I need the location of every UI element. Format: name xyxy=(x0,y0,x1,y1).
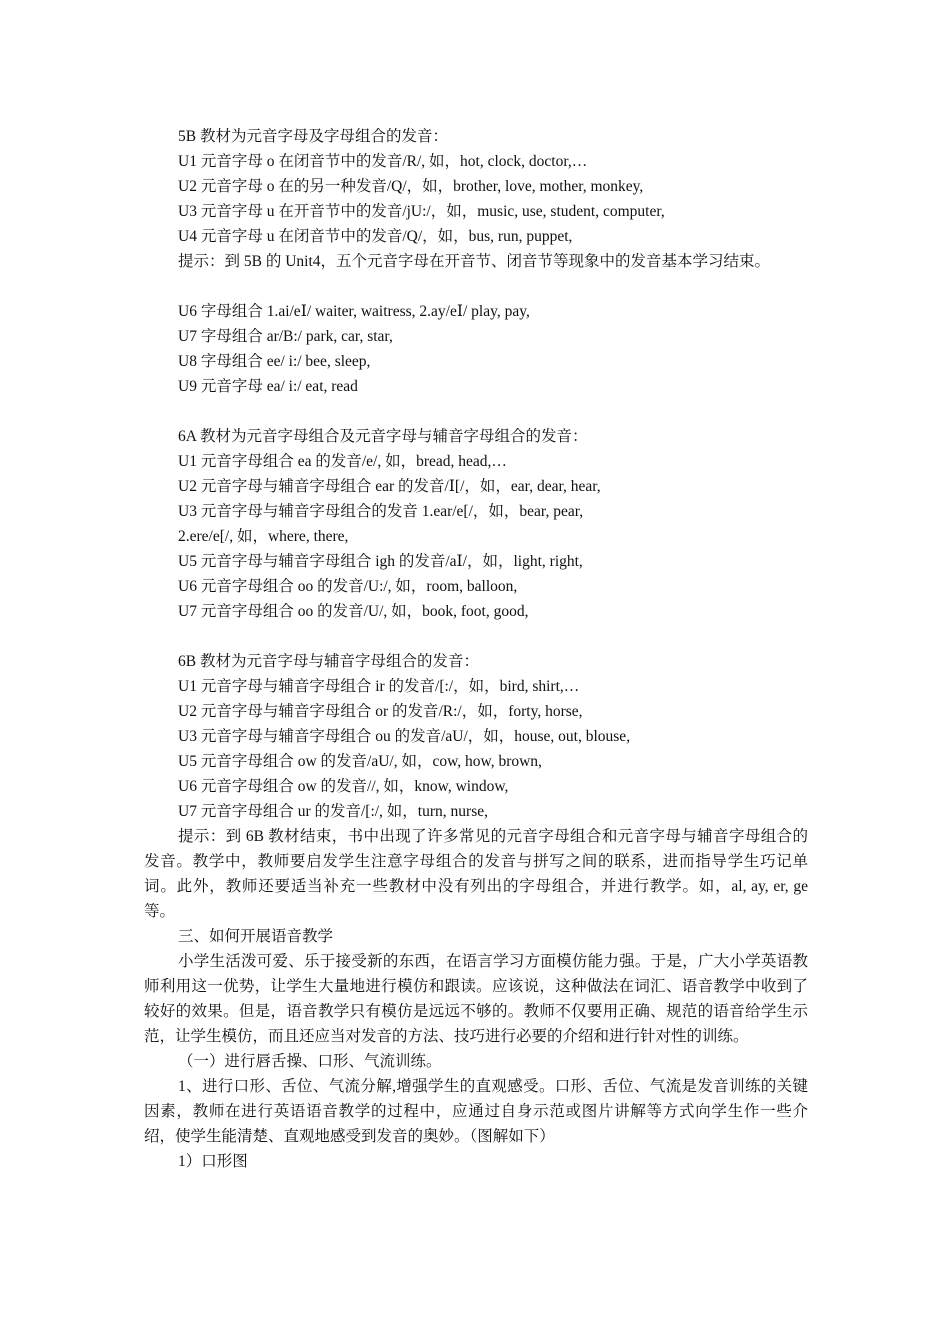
body-paragraph: 1、进行口形、舌位、气流分解,增强学生的直观感受。口形、舌位、气流是发音训练的关键因素，教师在进行英语语音教学的过程中，应通过自身示范或图片讲解等方式向学生作一些介绍，使学生能清楚、直观地感受到发音的奥妙。（图解如下） xyxy=(144,1078,808,1145)
document-body xyxy=(144,124,808,1174)
section-3-heading: 三、如何开展语音教学 xyxy=(178,928,334,945)
figure-label: 1）口形图 xyxy=(178,1153,248,1170)
list-item: U7 元音字母组合 ur 的发音/[:/, 如，turn, nurse, xyxy=(178,803,488,820)
tip-line: 提示：到 5B 的 Unit4，五个元音字母在开音节、闭音节等现象中的发音基本学习结束。 xyxy=(178,253,771,270)
spacer xyxy=(144,399,808,424)
list-item: U7 字母组合 ar/B:/ park, car, star, xyxy=(178,328,393,345)
section-6b-heading: 6B 教材为元音字母与辅音字母组合的发音： xyxy=(178,653,479,670)
tip-paragraph: 提示：到 6B 教材结束，书中出现了许多常见的元音字母组合和元音字母与辅音字母组合的发音。教学中，教师要启发学生注意字母组合的发音与拼写之间的联系，进而指导学生巧记单词。此外，教师还要适当补充一些教材中没有列出的字母组合，并进行教学。如，al, ay, er, ge 等。 xyxy=(144,828,808,920)
spacer xyxy=(144,274,808,299)
list-item: U1 元音字母组合 ea 的发音/e/, 如，bread, head,… xyxy=(178,453,507,470)
list-item: U5 元音字母组合 ow 的发音/aU/, 如，cow, how, brown, xyxy=(178,753,542,770)
list-item: U3 元音字母与辅音字母组合的发音 1.ear/e[/，如，bear, pear, xyxy=(178,503,584,520)
list-item: U1 元音字母 o 在闭音节中的发音/R/, 如，hot, clock, doctor,… xyxy=(178,153,588,170)
section-5b-heading: 5B 教材为元音字母及字母组合的发音： xyxy=(178,128,448,145)
list-item: U6 元音字母组合 oo 的发音/U:/, 如，room, balloon, xyxy=(178,578,518,595)
list-item: 2.ere/e[/, 如，where, there, xyxy=(178,528,349,545)
list-item: U5 元音字母与辅音字母组合 igh 的发音/aⅠ/，如，light, right, xyxy=(178,553,583,570)
list-item: U4 元音字母 u 在闭音节中的发音/Q/，如，bus, run, puppet, xyxy=(178,228,573,245)
list-item: U3 元音字母 u 在开音节中的发音/jU:/，如，music, use, student, computer, xyxy=(178,203,665,220)
list-item: U1 元音字母与辅音字母组合 ir 的发音/[:/，如，bird, shirt,… xyxy=(178,678,580,695)
section-6a-heading: 6A 教材为元音字母组合及元音字母与辅音字母组合的发音： xyxy=(178,428,588,445)
list-item: U2 元音字母与辅音字母组合 or 的发音/R:/，如，forty, horse, xyxy=(178,703,583,720)
list-item: U2 元音字母 o 在的另一种发音/Q/，如，brother, love, mother, monkey, xyxy=(178,178,644,195)
list-item: U9 元音字母 ea/ i:/ eat, read xyxy=(178,378,358,395)
spacer xyxy=(144,624,808,649)
list-item: U6 字母组合 1.ai/eⅠ/ waiter, waitress, 2.ay/eⅠ/ play, pay, xyxy=(178,303,530,320)
list-item: U7 元音字母组合 oo 的发音/U/, 如，book, foot, good, xyxy=(178,603,529,620)
list-item: U2 元音字母与辅音字母组合 ear 的发音/Ⅰ[/，如，ear, dear, hear, xyxy=(178,478,601,495)
list-item: U8 字母组合 ee/ i:/ bee, sleep, xyxy=(178,353,371,370)
subsection-heading: （一）进行唇舌操、口形、气流训练。 xyxy=(178,1053,442,1070)
list-item: U6 元音字母组合 ow 的发音//, 如，know, window, xyxy=(178,778,509,795)
body-paragraph: 小学生活泼可爱、乐于接受新的东西，在语言学习方面模仿能力强。于是，广大小学英语教师利用这一优势，让学生大量地进行模仿和跟读。应该说，这种做法在词汇、语音教学中收到了较好的效果。但是，语音教学只有模仿是远远不够的。教师不仅要用正确、规范的语音给学生示范，让学生模仿，而且还应当对发音的方法、技巧进行必要的介绍和进行针对性的训练。 xyxy=(144,953,808,1045)
list-item: U3 元音字母与辅音字母组合 ou 的发音/aU/，如，house, out, blouse, xyxy=(178,728,631,745)
